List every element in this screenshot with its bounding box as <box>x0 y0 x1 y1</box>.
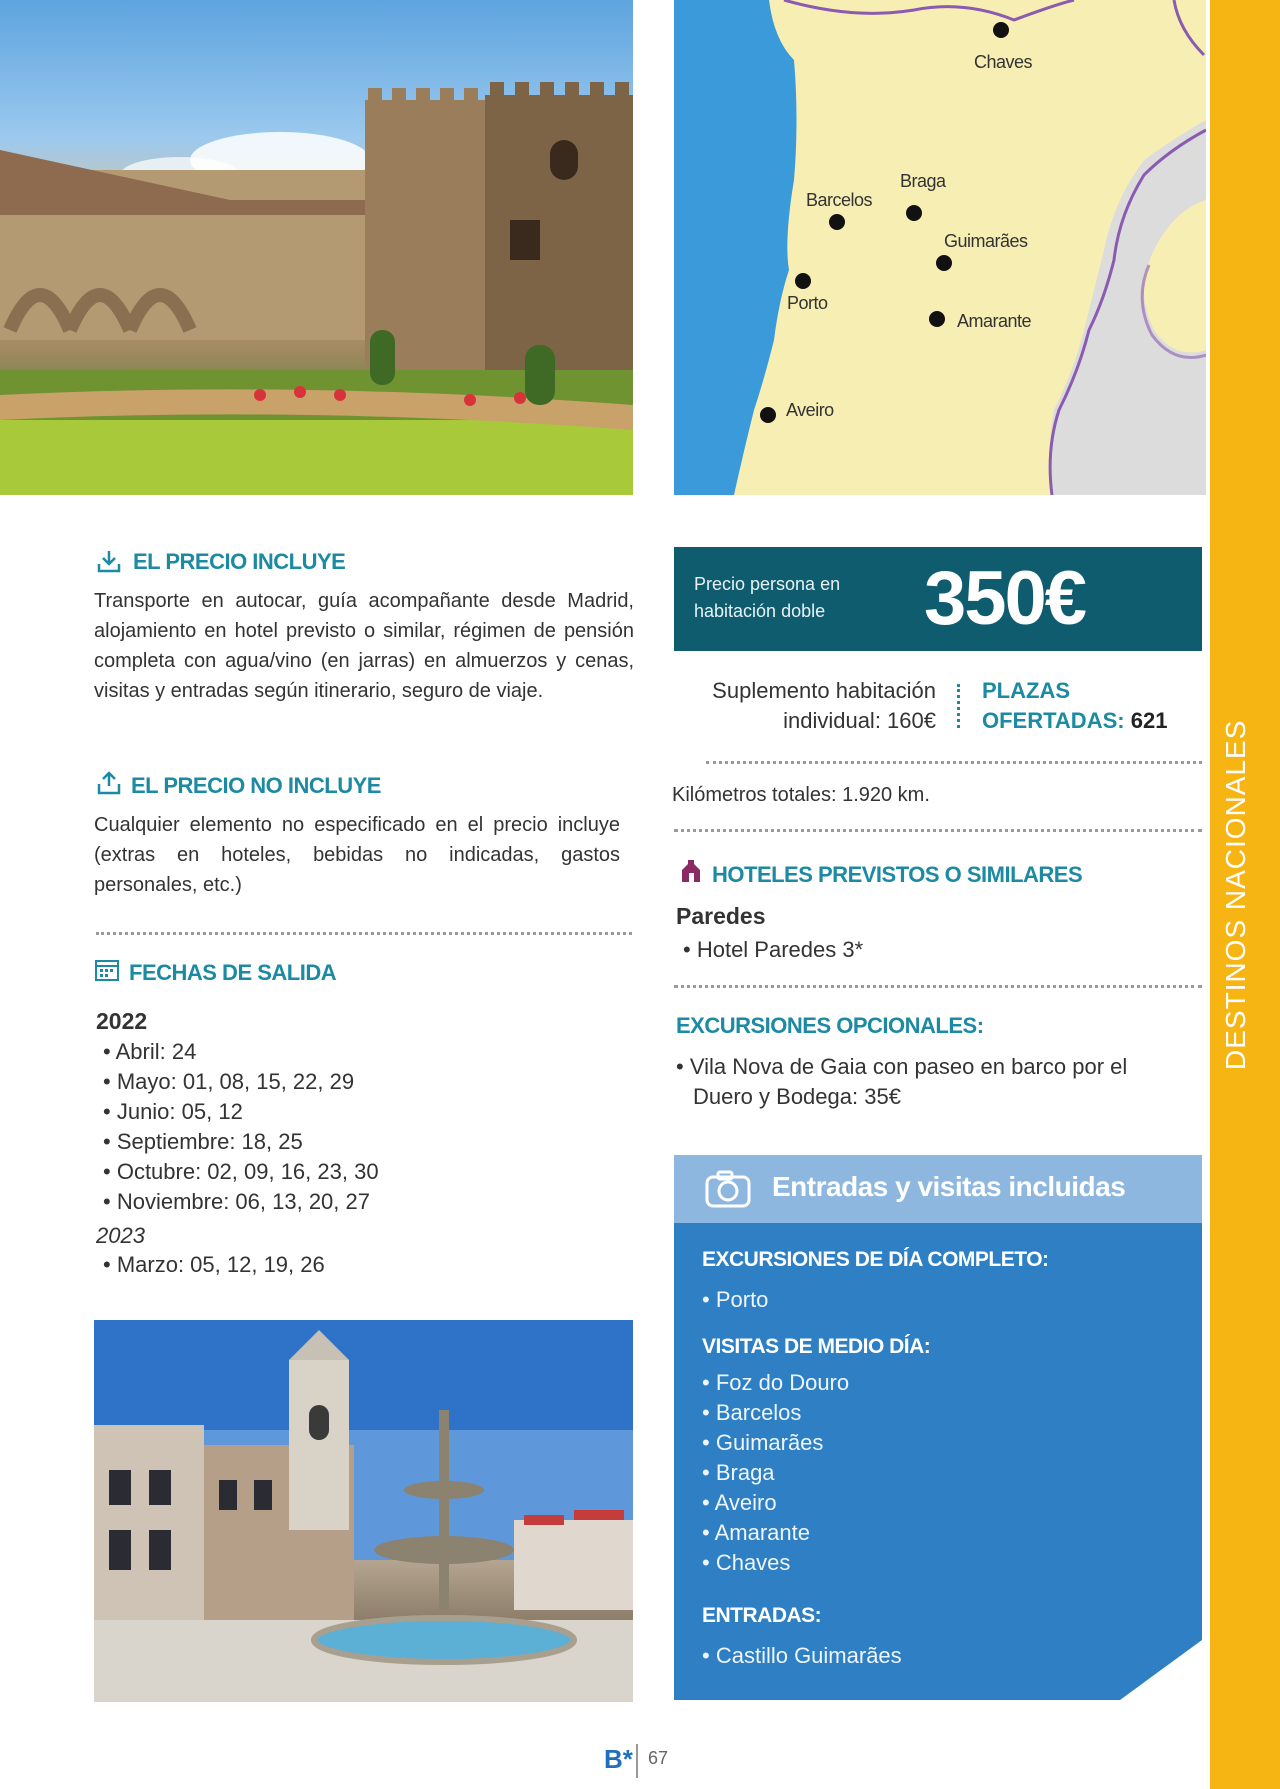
town-square-photo <box>94 1320 633 1702</box>
fechas-year-2023: 2023 <box>96 1223 145 1248</box>
plazas-line: OFERTADAS: <box>982 708 1125 733</box>
map-dot-barcelos <box>829 214 845 230</box>
download-icon <box>96 548 122 574</box>
divider <box>674 829 1202 832</box>
upload-icon <box>96 770 122 796</box>
price-label-line: Precio persona en <box>694 574 841 594</box>
footer-separator <box>636 1744 638 1778</box>
divider <box>706 761 1202 764</box>
dia-completo-list <box>702 1285 768 1315</box>
castle-photo <box>0 0 633 495</box>
route-map <box>674 0 1206 495</box>
map-dot-porto <box>795 273 811 289</box>
suplemento-line: individual: 160€ <box>783 708 936 733</box>
map-label-braga: Braga <box>900 171 946 191</box>
incluye-heading: EL PRECIO INCLUYE <box>133 549 346 574</box>
no-incluye-heading: EL PRECIO NO INCLUYE <box>131 773 381 798</box>
plazas-line: PLAZAS <box>982 678 1070 703</box>
page-number: 67 <box>648 1748 669 1768</box>
vertical-divider <box>957 684 960 728</box>
no-incluye-text: Cualquier elemento no especificado en el precio incluye (extras en hoteles, bebidas no indicadas, gastos personales, etc.) <box>94 814 620 896</box>
calendar-icon <box>94 957 120 983</box>
map-label-chaves: Chaves <box>974 52 1033 72</box>
medio-dia-item: • Guimarães <box>702 1428 849 1458</box>
fechas-year-2022: 2022 <box>96 1008 148 1034</box>
plazas-text <box>982 676 1167 736</box>
hotel-icon <box>678 858 704 884</box>
divider <box>674 985 1202 988</box>
opcionales-line: Duero y Bodega: 35€ <box>693 1084 901 1109</box>
map-label-aveiro: Aveiro <box>786 400 834 420</box>
hoteles-city: Paredes <box>676 903 766 929</box>
entradas-heading: ENTRADAS: <box>702 1604 822 1627</box>
kilometros-text: Kilómetros totales: 1.920 km. <box>672 784 930 806</box>
footer-logo: B* <box>604 1744 633 1774</box>
camera-icon <box>704 1169 752 1209</box>
fecha-item: • Noviembre: 06, 13, 20, 27 <box>103 1187 379 1217</box>
plazas-value: 621 <box>1130 708 1168 733</box>
fecha-item: • Marzo: 05, 12, 19, 26 <box>103 1250 325 1280</box>
price-label-line: habitación doble <box>694 601 826 621</box>
price-label <box>694 571 840 625</box>
hotel-item: • Hotel Paredes 3* <box>683 935 863 965</box>
medio-dia-item: • Barcelos <box>702 1398 849 1428</box>
fecha-item: • Mayo: 01, 08, 15, 22, 29 <box>103 1067 379 1097</box>
medio-dia-item: • Chaves <box>702 1548 849 1578</box>
medio-dia-item: • Amarante <box>702 1518 849 1548</box>
medio-dia-heading: VISITAS DE MEDIO DÍA: <box>702 1335 931 1358</box>
price-value: 350€ <box>924 556 1086 641</box>
dia-completo-item: • Porto <box>702 1285 768 1315</box>
map-label-porto: Porto <box>787 293 828 313</box>
map-label-barcelos: Barcelos <box>806 190 873 210</box>
hoteles-list <box>683 935 863 965</box>
hoteles-heading: HOTELES PREVISTOS O SIMILARES <box>712 862 1083 887</box>
map-dot-chaves <box>993 22 1009 38</box>
medio-dia-item: • Aveiro <box>702 1488 849 1518</box>
price-box <box>674 547 1202 651</box>
divider <box>96 932 632 935</box>
map-dot-guimaraes <box>936 255 952 271</box>
map-label-guimaraes: Guimarães <box>944 231 1028 251</box>
opcionales-heading: EXCURSIONES OPCIONALES: <box>676 1013 984 1038</box>
medio-dia-item: • Braga <box>702 1458 849 1488</box>
sidebar-label: DESTINOS NACIONALES <box>1220 719 1251 1070</box>
map-dot-amarante <box>929 311 945 327</box>
opcionales-item: • Vila Nova de Gaia con paseo en barco por el Duero y Bodega: 35€ <box>676 1052 1127 1112</box>
incluye-text: Transporte en autocar, guía acompañante desde Madrid, alojamiento en hotel previsto o similar, régimen de pensión completa con agua/vino (en jarras) en almuerzos y cenas, visitas y entradas según itinerario, seguro de viaje. <box>94 590 634 702</box>
map-dot-aveiro <box>760 407 776 423</box>
suplemento-line: Suplemento habitación <box>712 678 936 703</box>
fecha-item: • Junio: 05, 12 <box>103 1097 379 1127</box>
map-dot-braga <box>906 205 922 221</box>
dia-completo-heading: EXCURSIONES DE DÍA COMPLETO: <box>702 1248 1049 1271</box>
fecha-item: • Septiembre: 18, 25 <box>103 1127 379 1157</box>
entradas-box-header <box>674 1155 1202 1223</box>
entradas-list <box>702 1641 902 1671</box>
entradas-box-title: Entradas y visitas incluidas <box>772 1171 1126 1202</box>
entradas-item: • Castillo Guimarães <box>702 1641 902 1671</box>
fecha-item: • Abril: 24 <box>103 1037 379 1067</box>
fechas-heading: FECHAS DE SALIDA <box>129 960 337 985</box>
medio-dia-item: • Foz do Douro <box>702 1368 849 1398</box>
fechas-list-2022 <box>103 1037 379 1217</box>
fechas-list-2023 <box>103 1250 325 1280</box>
medio-dia-list <box>702 1368 849 1578</box>
fecha-item: • Octubre: 02, 09, 16, 23, 30 <box>103 1157 379 1187</box>
opcionales-line: Vila Nova de Gaia con paseo en barco por el <box>689 1054 1128 1079</box>
suplemento-text <box>686 676 936 736</box>
map-label-amarante: Amarante <box>957 311 1032 331</box>
